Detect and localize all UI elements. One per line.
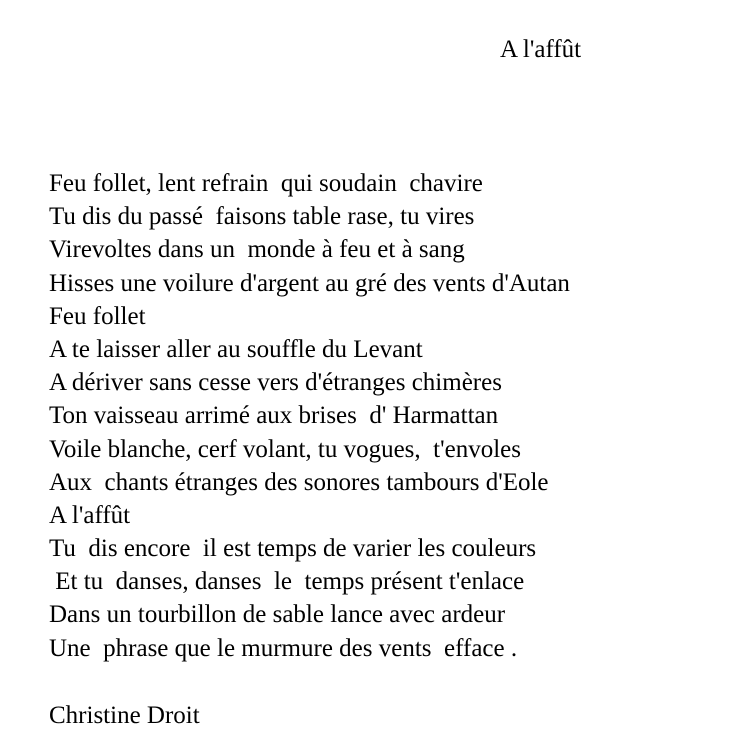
poem-line: Tu dis encore il est temps de varier les couleurs bbox=[49, 535, 537, 563]
poem-title: A l'affût bbox=[500, 36, 582, 63]
poem-line: Feu follet, lent refrain qui soudain chavire bbox=[49, 170, 483, 197]
poem-line: Une phrase que le murmure des vents efface . bbox=[49, 634, 518, 662]
poem-body bbox=[49, 167, 570, 665]
poem-line: Feu follet bbox=[49, 302, 146, 330]
poem-line: A l'affût bbox=[49, 501, 131, 529]
poem-line: A dériver sans cesse vers d'étranges chimères bbox=[49, 369, 502, 397]
poem-line: Dans un tourbillon de sable lance avec ardeur bbox=[49, 601, 506, 629]
author-signature: Christine Droit bbox=[49, 702, 200, 729]
poem-line: A te laisser aller au souffle du Levant bbox=[49, 335, 423, 363]
poem-line: Aux chants étranges des sonores tambours d'Eole bbox=[49, 468, 549, 496]
poem-line: Et tu danses, danses le temps présent t'enlace bbox=[49, 568, 525, 596]
poem-line: Ton vaisseau arrimé aux brises d' Harmattan bbox=[49, 402, 499, 430]
poem-line: Virevoltes dans un monde à feu et à sang bbox=[49, 236, 465, 264]
poem-line: Tu dis du passé faisons table rase, tu vires bbox=[49, 203, 475, 231]
poem-line: Hisses une voilure d'argent au gré des vents d'Autan bbox=[49, 269, 570, 297]
poem-line: Voile blanche, cerf volant, tu vogues, t'envoles bbox=[49, 435, 521, 463]
